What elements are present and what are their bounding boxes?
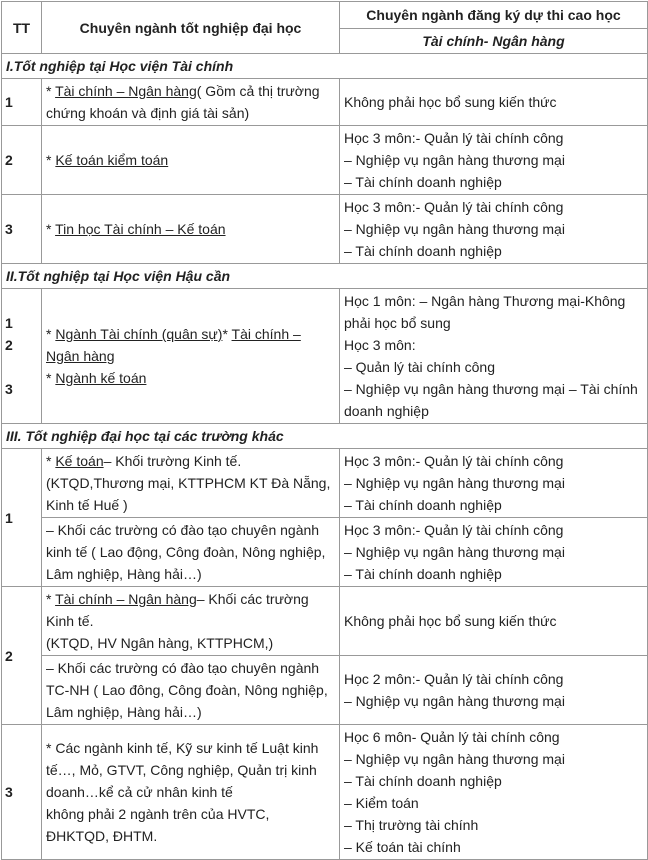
requirement-line: – Nghiệp vụ ngân hàng thương mại (344, 544, 565, 560)
major-note: * Các ngành kinh tế, Kỹ sư kinh tế Luật kinh tế…, Mỏ, GTVT, Công nghiệp, Quản trị kinh doanh…kể cả cử nhân kinh tế (46, 740, 319, 800)
requirement-line: – Thị trường tài chính (344, 817, 479, 833)
major-note: – Khối các trường Kinh tế. (46, 591, 309, 629)
requirement-cell: Không phải học bổ sung kiến thức (340, 587, 648, 656)
table-row (2, 289, 648, 424)
row-number: 2 (2, 587, 42, 725)
requirements-table (1, 1, 648, 860)
requirement-line: – Nghiệp vụ ngân hàng thương mại (344, 693, 565, 709)
bullet: * (46, 326, 56, 342)
section-title-2: II.Tốt nghiệp tại Học viện Hậu cần (2, 264, 648, 289)
requirement-line: Học 3 môn:- Quản lý tài chính công (344, 453, 564, 469)
requirement-line: – Nghiệp vụ ngân hàng thương mại (344, 751, 565, 767)
table-row (2, 126, 648, 195)
row-number-group (2, 289, 42, 424)
major-link[interactable]: Ngành kế toán (55, 370, 147, 386)
requirement-cell (340, 195, 648, 264)
row-number: 1 (2, 79, 42, 126)
header-tt: TT (2, 2, 42, 54)
requirement-cell (340, 518, 648, 587)
table-row (2, 725, 648, 860)
major-link[interactable]: Ngành Tài chính (quân sự) (55, 326, 223, 342)
requirement-line: Học 3 môn:- Quản lý tài chính công (344, 199, 564, 215)
requirement-line: – Tài chính doanh nghiệp (344, 243, 502, 259)
requirement-line: Học 3 môn:- Quản lý tài chính công (344, 522, 564, 538)
requirement-cell (340, 126, 648, 195)
header-graduation-major: Chuyên ngành tốt nghiệp đại học (42, 2, 340, 54)
major-link[interactable]: Kế toán kiểm toán (55, 152, 169, 168)
requirement-line: – Tài chính doanh nghiệp (344, 497, 502, 513)
requirement-cell (340, 725, 648, 860)
requirement-line: – Nghiệp vụ ngân hàng thương mại – Tài chính doanh nghiệp (344, 381, 638, 419)
major-note: (KTQD, HV Ngân hàng, KTTPHCM,) (46, 635, 274, 651)
bullet: * (46, 221, 56, 237)
section-title-3: III. Tốt nghiệp đại học tại các trường khác (2, 424, 648, 449)
row-number: 2 (2, 126, 42, 195)
graduation-major-cell (42, 195, 340, 264)
bullet: * (46, 591, 56, 607)
graduation-major-cell (42, 126, 340, 195)
major-note: ( Gồm cả thị trường chứng khoán và định giá tài sản) (46, 83, 320, 121)
requirement-line: – Kế toán tài chính (344, 839, 461, 855)
table-row (2, 518, 648, 587)
header-registration-sub: Tài chính- Ngân hàng (340, 29, 648, 54)
row-number: 1 (5, 315, 13, 331)
graduation-major-cell (42, 725, 340, 860)
table-row (2, 449, 648, 518)
requirement-line: – Nghiệp vụ ngân hàng thương mại (344, 221, 565, 237)
bullet: * (46, 83, 56, 99)
requirement-line: Học 3 môn:- Quản lý tài chính công (344, 130, 564, 146)
requirement-line: Học 1 môn: – Ngân hàng Thương mại-Không phải học bổ sung (344, 293, 626, 331)
requirement-line: Học 2 môn:- Quản lý tài chính công (344, 671, 564, 687)
header-registration-major: Chuyên ngành đăng ký dự thi cao học (340, 2, 648, 29)
requirement-line: – Tài chính doanh nghiệp (344, 566, 502, 582)
graduation-major-cell (42, 449, 340, 518)
graduation-major-cell: – Khối các trường có đào tạo chuyên ngành TC-NH ( Lao đông, Công đoàn, Nông nghiệp, Lâm nghiệp, Hàng hải…) (42, 656, 340, 725)
table-row (2, 195, 648, 264)
bullet: * (222, 326, 232, 342)
table-row (2, 587, 648, 656)
major-note: không phải 2 ngành trên của HVTC, ĐHKTQD, ĐHTM. (46, 806, 270, 844)
requirement-cell (340, 289, 648, 424)
requirement-line: – Quản lý tài chính công (344, 359, 495, 375)
row-number: 1 (2, 449, 42, 587)
table-row (2, 79, 648, 126)
major-link[interactable]: Tài chính – Ngân hàng (55, 83, 197, 99)
requirement-line: – Nghiệp vụ ngân hàng thương mại (344, 152, 565, 168)
major-link[interactable]: Tài chính – Ngân hàng (46, 326, 301, 364)
row-number: 2 (5, 337, 13, 353)
graduation-major-cell: – Khối các trường có đào tạo chuyên ngành kinh tế ( Lao động, Công đoàn, Nông nghiệp, Lâm nghiệp, Hàng hải…) (42, 518, 340, 587)
requirement-line: – Nghiệp vụ ngân hàng thương mại (344, 475, 565, 491)
graduation-major-cell (42, 289, 340, 424)
requirement-cell: Không phải học bổ sung kiến thức (340, 79, 648, 126)
bullet: * (46, 152, 56, 168)
requirement-line: – Tài chính doanh nghiệp (344, 773, 502, 789)
bullet: * (46, 370, 56, 386)
section-title-1: I.Tốt nghiệp tại Học viện Tài chính (2, 54, 648, 79)
row-number: 3 (2, 195, 42, 264)
row-number: 3 (2, 725, 42, 860)
graduation-major-cell (42, 79, 340, 126)
requirement-line: Học 6 môn- Quản lý tài chính công (344, 729, 560, 745)
requirement-line: – Tài chính doanh nghiệp (344, 174, 502, 190)
major-note: – Khối trường Kinh tế. (KTQD,Thương mại, KTTPHCM KT Đà Nẵng, Kinh tế Huế ) (46, 453, 331, 513)
major-link[interactable]: Kế toán (55, 453, 104, 469)
requirement-line: Học 3 môn: (344, 337, 416, 353)
bullet: * (46, 453, 56, 469)
requirement-cell (340, 449, 648, 518)
major-link[interactable]: Tài chính – Ngân hàng (55, 591, 197, 607)
requirement-cell (340, 656, 648, 725)
row-number: 3 (5, 381, 13, 397)
major-link[interactable]: Tin học Tài chính – Kế toán (55, 221, 226, 237)
table-row (2, 656, 648, 725)
requirement-line: – Kiểm toán (344, 795, 419, 811)
graduation-major-cell (42, 587, 340, 656)
